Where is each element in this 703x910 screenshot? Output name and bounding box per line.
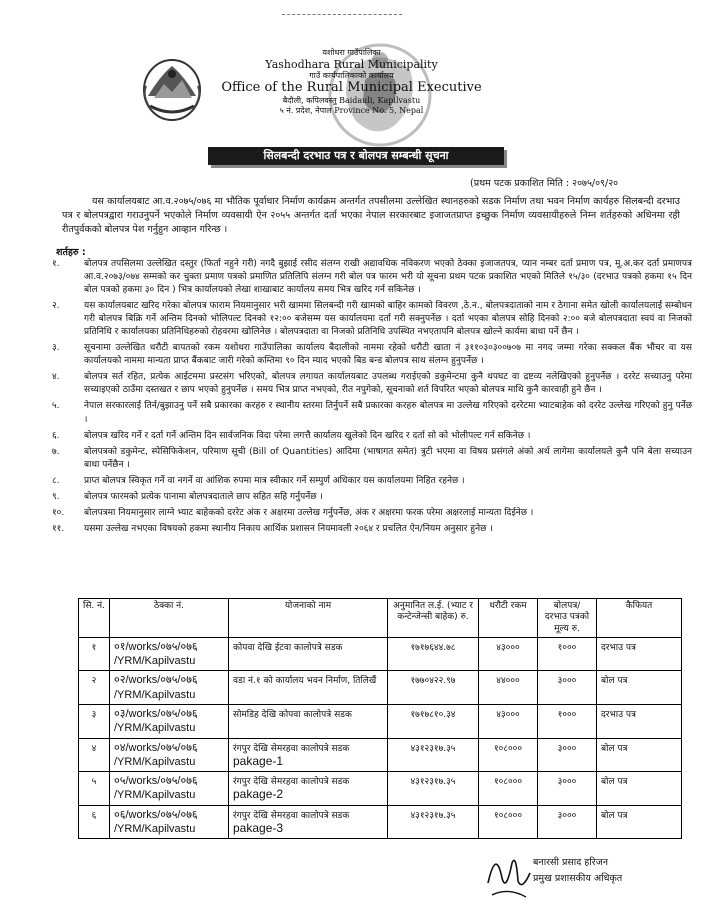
cell-project [229, 772, 388, 806]
table-header-row [79, 599, 682, 638]
condition-text: नेपाल सरकारलाई तिर्न/बुझाउनु पर्ने सबै प्रकारका करहरु र स्थानीय स्तरमा तिर्नुपर्ने सबै प्रकारका करहरु बोलपत्र मा उल्लेख गरिएको दररेटमा भ्याटबाहेक को दररेट उल्लेख गरिएको हुनु पर्नेछ । [84, 401, 692, 425]
condition-number: ६. [52, 430, 60, 441]
table-row [79, 805, 682, 839]
condition-text: सूचनामा उल्लेखित धरौटी बापतको रकम यशोधरा गाउँपालिका कार्यालय बैदालीको नाममा रहेको धरौटी खाता नं ३११०३०३००७०७ मा नगद जम्मा गरेका सक्कल बैंक भौचर वा यस कार्यालयको नाममा मान्यता प्राप्त बैंकबाट जारी गरेको कम्तिमा ९० दिन म्याद भएको बिड बन्ड बोलपत्र साथ संलग्न हुनुपर्नेछ । [84, 343, 692, 367]
cell-remark: बोल पत्र [597, 772, 682, 806]
signatory-name: बनारसी प्रसाद हरिजन [533, 857, 609, 868]
condition-text: बोलपत्र सर्त रहित, प्रत्येक आईटममा प्रस्टसंग भरिएको, बोलपत्र लगायत कार्यालयबाट उपलब्ध गराईएको डकुमेन्टमा कुनै थपघट वा द्रष्टव्य नलेखिएको हुनुपर्नेछ । दररेट सच्याउनु परेमा सच्याइएको ठाउँमा दस्तखत र छाप भएको हुनुपर्नेछ । समय भित्र प्राप्त नभएको, रीत नपुगेको, सूचनाको शर्त विपरित भएको बोलपत्र माथि कुनै कारवाही हुने छैन । [84, 372, 692, 396]
cell-contract: ०३/works/०७५/०७६ /YRM/Kapilvastu [110, 704, 229, 738]
office-name-np: गाउँ कार्यपालिकाको कार्यालय [309, 70, 394, 80]
cell-remark: बोल पत्र [597, 671, 682, 705]
condition-text: बोलपत्र फारमको प्रत्येक पानामा बोलपत्रदाताले छाप सहित सहि गर्नुपर्नेछ । [84, 491, 323, 502]
col-header-project: योजनाको नाम [229, 599, 388, 638]
condition-item [52, 371, 692, 397]
cell-sn: ३ [79, 704, 110, 738]
cell-sn: ६ [79, 805, 110, 839]
condition-number: १. [52, 259, 60, 269]
condition-text: प्राप्त बोलपत्र स्विकृत गर्ने वा नगर्ने वा आंशिक रुपमा मात्र स्वीकार गर्ने सम्पुर्ण अधिकार यस कार्यालयमा निहित रहनेछ । [84, 475, 465, 486]
cell-deposit: ४४००० [479, 671, 538, 705]
table-row [79, 772, 682, 806]
cell-project [229, 805, 388, 839]
condition-item [52, 342, 692, 368]
condition-number: १०. [52, 507, 65, 518]
cell-project [229, 704, 388, 738]
condition-item [52, 523, 692, 536]
cell-estimate: १७१७६४४.७८ [388, 637, 479, 671]
cell-sn: ५ [79, 772, 110, 806]
address-en: Baidauli, Kapilvastu [339, 95, 421, 105]
cell-deposit: ४३००० [479, 637, 538, 671]
col-header-fee: बोलपत्र/ दरभाउ पत्रको मूल्य रु. [538, 599, 597, 638]
address-line [0, 96, 703, 106]
cell-fee: १००० [538, 704, 597, 738]
cell-estimate: ४३१२३१७.३५ [388, 772, 479, 806]
condition-number: ८. [52, 475, 60, 486]
municipality-name-np: यशोधरा गाउँपालिका [322, 48, 381, 57]
condition-number: ५. [52, 401, 60, 412]
project-name-np: सोमडिह देखि कोपवा कालोपत्रे सडक [233, 709, 352, 720]
cell-remark: बोल पत्र [597, 738, 682, 772]
cell-contract: ०१/works/०७५/०७६ /YRM/Kapilvastu [110, 637, 229, 671]
cell-project [229, 671, 388, 705]
condition-item [52, 475, 692, 488]
table-row [79, 637, 682, 671]
col-header-remark: कैफियत [597, 599, 682, 638]
cell-fee: ३००० [538, 738, 597, 772]
cell-fee: ३००० [538, 772, 597, 806]
condition-item [52, 430, 692, 443]
condition-item [52, 300, 692, 339]
conditions-list [52, 258, 692, 539]
cell-fee: ३००० [538, 671, 597, 705]
table-row [79, 704, 682, 738]
project-name-np: रंगपुर देखि सेमरहवा कालोपत्रे सडक [233, 743, 350, 754]
condition-number: ११. [52, 523, 65, 534]
condition-number: ९. [52, 491, 60, 502]
province-line [0, 106, 703, 116]
cell-deposit: ४३००० [479, 704, 538, 738]
condition-item [52, 491, 692, 504]
signatory-post: प्रमुख प्रशासकीय अधिकृत [533, 873, 623, 884]
cell-estimate: १७१७८१०.३४ [388, 704, 479, 738]
condition-text: यस कार्यालयबाट खरिद गरेका बोलपत्र फाराम नियमानुसार भरी खाममा सिलबन्दी गरी खामको बाहिर कामको विवरण ,ठे.न., बोलपत्रदाताको नाम र ठेगाना समेत खोली कार्यालयलाई सम्बोधन गरी बोलपत्र बिक्रि गर्ने अन्तिम दिनको भोलिपल्ट दिनको १२:०० बजेसम्म यस कार्यालयमा दर्ता गरी सक्नुपर्नेछ । दर्ता भएका बोलपत्र सोहि दिनकाे २:०० बजे बोलपत्रदाता स्वयं वा निजको प्रतिनिधि र कार्यालयका प्रतिनिधिहरुको रोहवरमा खोलिनेछ । बोलपत्रदाता वा निजको प्रतिनिधि उपस्थित नभएतापनि बोलपत्र खोल्ने कार्यमा बाधा पर्ने छैन । [84, 301, 692, 338]
cell-deposit: १०८००० [479, 772, 538, 806]
cell-fee: १००० [538, 637, 597, 671]
cell-deposit: १०८००० [479, 738, 538, 772]
cell-remark: बोल पत्र [597, 805, 682, 839]
address-np: बैदौली, कपिलवस्तु [282, 95, 337, 105]
cell-fee: ३००० [538, 805, 597, 839]
condition-number: ३. [52, 343, 60, 354]
municipality-name-en: Yashodhara Rural Municipality [265, 57, 438, 71]
tender-table [78, 598, 682, 839]
table-row [79, 671, 682, 705]
condition-item [52, 446, 692, 472]
cell-sn: १ [79, 637, 110, 671]
project-package-label: pakage-3 [233, 820, 284, 835]
cell-contract: ०५/works/०७५/०७६ /YRM/Kapilvastu [110, 772, 229, 806]
condition-text: यसमा उल्लेख नभएका विषयको हकमा स्थानीय निकाय आर्थिक प्रशासन नियमावली २०६४ र प्रचलित ऐन/नियम अनुसार हुनेछ । [84, 523, 493, 534]
letterhead [0, 48, 703, 115]
notice-title: सिलबन्दी दरभाउ पत्र र बोलपत्र सम्बन्धी सूचना [208, 147, 504, 165]
cell-estimate: ४३१२३१७.३५ [388, 738, 479, 772]
cell-project [229, 637, 388, 671]
cell-estimate: १७७०४२२.९७ [388, 671, 479, 705]
intro-paragraph: यस कार्यालयबाट आ.व.२०७५/०७६ मा भौतिक पूर्वाधार निर्माण कार्यक्रम अन्तर्गत तपसीलमा उल्लेखित स्थानहरुको सडक निर्माण तथा भवन निर्माण कार्यहरु सिलबन्दी दरभाउ पत्र र बोलपत्रद्वारा गराउनुपर्ने भएकोले निर्माण व्यवसायी ऐन २०५५ अन्तर्गत दर्ता भएका नेपाल सरकारबाट इजाजतप्राप्त इच्छुक निर्माण व्यवसायीहरुले निम्न शर्तहरुको अधिनमा रही रीतपुर्वकको बोलपत्र पेश गर्नुहुन आव्हान गरिन्छ । [62, 196, 680, 235]
col-header-sn: सि. नं. [79, 599, 110, 638]
conditions-heading: शर्तहरु : [56, 247, 86, 258]
condition-item [52, 400, 692, 426]
col-header-estimate: अनुमानित ल.ई. (भ्याट र कन्टेन्जेन्सी बाहेक) रु. [388, 599, 479, 638]
cell-sn: २ [79, 671, 110, 705]
top-dash-line [282, 14, 402, 15]
project-name-np: वडा नं.१ को कार्यालय भवन निर्माण, तिलिखैं [233, 676, 377, 687]
project-name-np: रंगपुर देखि सेमरहवा कालोपत्रे सडक [233, 810, 350, 821]
condition-number: ४. [52, 372, 60, 383]
project-package-label: pakage-1 [233, 753, 284, 768]
cell-project [229, 738, 388, 772]
project-package-label: pakage-2 [233, 787, 284, 802]
cell-estimate: ४३१२३१७.३५ [388, 805, 479, 839]
published-date: (प्रथम पटक प्रकाशित मिति : २०७५/०९/२० [470, 178, 619, 189]
cell-contract: ०४/works/०७५/०७६ /YRM/Kapilvastu [110, 738, 229, 772]
condition-item [52, 258, 692, 297]
signature-icon [478, 843, 538, 903]
cell-deposit: १०८००० [479, 805, 538, 839]
condition-number: ७. [52, 446, 60, 457]
cell-contract: ०६/works/०७५/०७६ /YRM/Kapilvastu [110, 805, 229, 839]
cell-remark: दरभाउ पत्र [597, 704, 682, 738]
col-header-deposit: धरौटी रकम [479, 599, 538, 638]
province-en: Province No. 5, Nepal [334, 105, 424, 115]
col-header-contract: ठेक्का नं. [110, 599, 229, 638]
cell-sn: ४ [79, 738, 110, 772]
cell-contract: ०२/works/०७५/०७६ /YRM/Kapilvastu [110, 671, 229, 705]
condition-text: बोलपत्र तपसिलमा उल्लेखित दस्तुर (फिर्ता नहुने गरी) नगदै बुझाई रसीद संलग्न राखी अद्यावधिक नविकरण भएको ठेक्का इजाजतपत्र, प्यान नम्बर दर्ता प्रमाण पत्र, मू.अ.कर दर्ता प्रमाणपत्र आ.व.२०७३/०७४ सम्मको कर चुक्ता प्रमाण पत्रको प्रमाणित प्रतिलिपि संलग्न गरी बोल पत्र फारम भरी यो सूचना प्रथम पटक प्रकाशित भएको मितिले १५/३० (दरभाउ पत्रको हकमा १५ दिन बोल पत्रको हकमा ३० दिन ) भित्र कार्यालयको लेखा शाखाबाट कार्यालय समय भित्र खरिद गर्न सकिनेछ । [84, 259, 692, 296]
cell-remark: दरभाउ पत्र [597, 637, 682, 671]
condition-item [52, 507, 692, 520]
condition-number: २. [52, 301, 60, 312]
office-name-en: Office of the Rural Municipal Executive [221, 80, 482, 96]
table-row [79, 738, 682, 772]
project-name-np: कोपवा देखि ईटवा कालोपत्रे सडक [233, 642, 343, 653]
province-np: ५ नं. प्रदेश, नेपाल [279, 105, 332, 115]
condition-text: बोलपत्र खरिद गर्ने र दर्ता गर्ने अन्तिम दिन सार्वजनिक विदा परेमा लगत्तै कार्यालय खुलेको दिन खरिद र दर्ता सो को भोलीपल्ट गर्न सकिनेछ । [84, 430, 531, 441]
project-name-np: रंगपुर देखि सेमरहवा कालोपत्रे सडक [233, 777, 350, 788]
condition-text: बोलपत्रको डकुमेन्ट, स्पेसिफिकेशन, परिमाण सूची (Bill of Quantities) आदिमा (भाषागत समेत) त्रुटी भएमा वा विषय प्रसंगले अंकाे अर्थ लागेमा कार्यालयले कुनै पनि बेला सच्याउन बाधा पर्नेछैन । [84, 446, 692, 470]
condition-text: बोलपत्रमा नियमानुसार लाग्ने भ्याट बाहेकको दररेट अंक र अक्षरमा उल्लेख गर्नुपर्नेछ, अंक र अक्षरमा फरक परेमा अक्षरलाई मान्यता दिईनेछ । [84, 507, 534, 518]
